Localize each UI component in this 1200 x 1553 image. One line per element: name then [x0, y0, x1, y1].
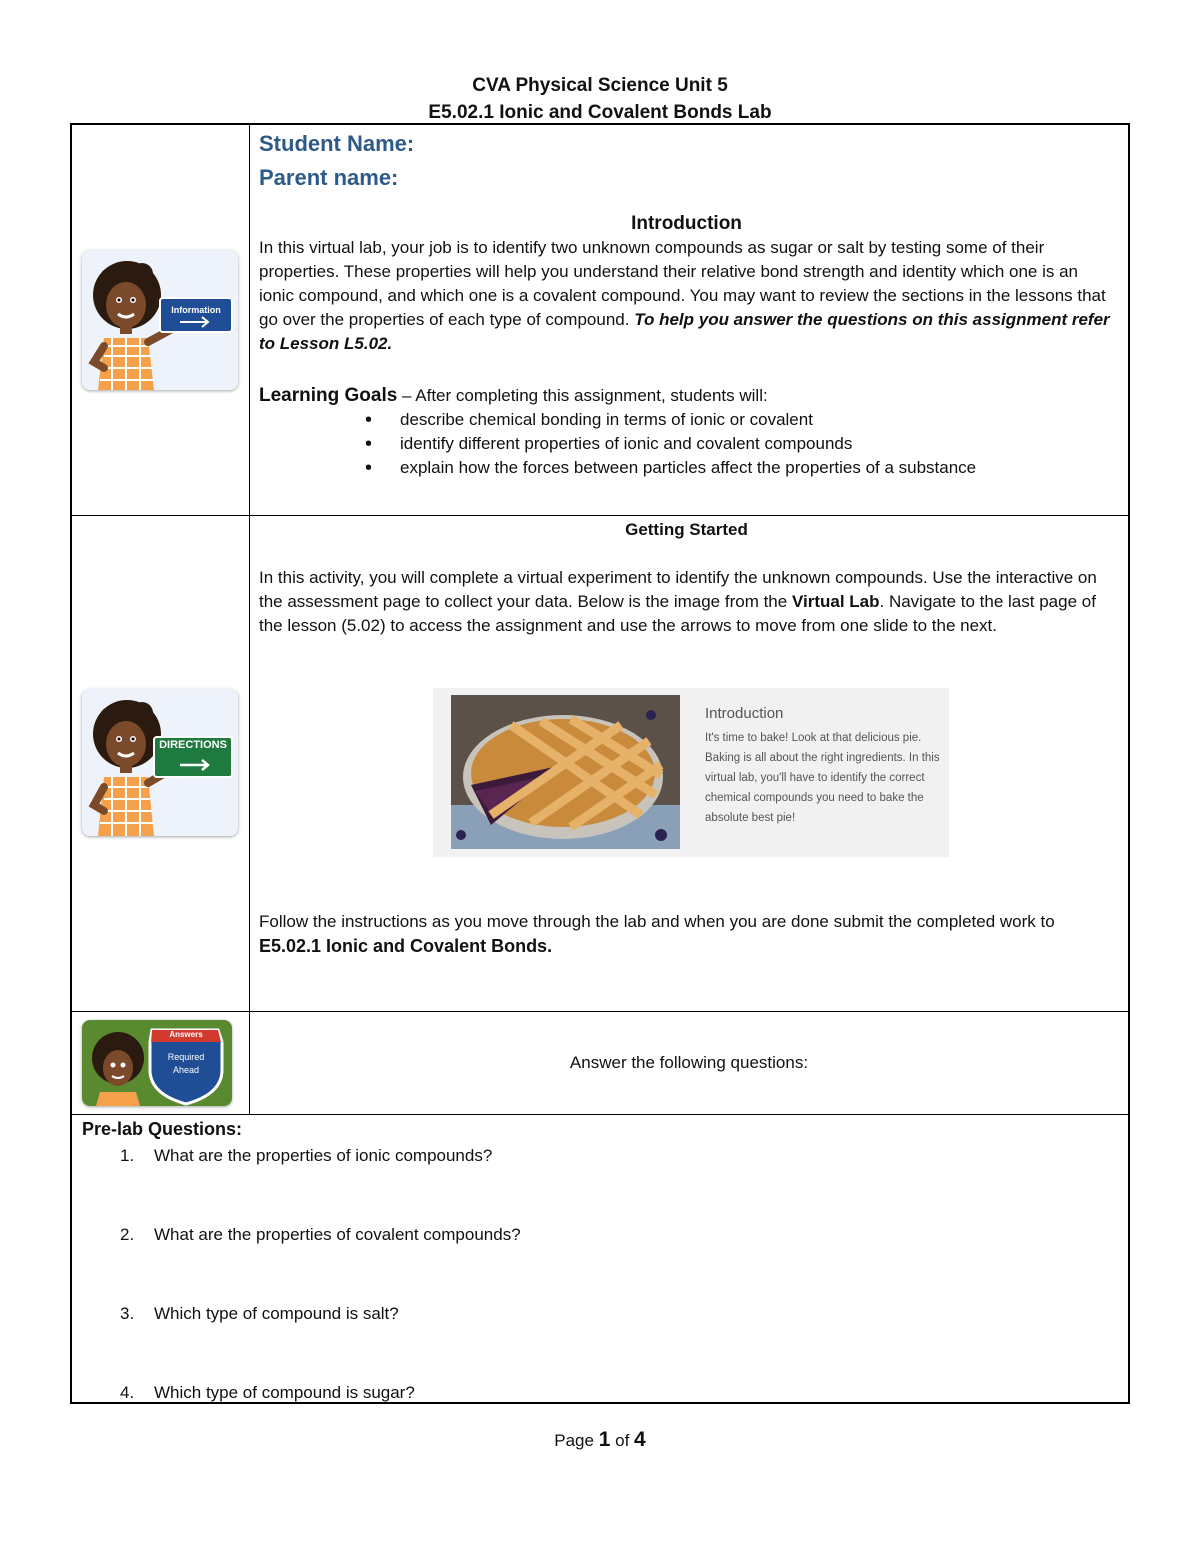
document-title: CVA Physical Science Unit 5 — [472, 75, 728, 96]
answers-sign-top: Answers — [169, 1030, 203, 1039]
answers-sign-line1: Required — [167, 1052, 205, 1062]
question-text: What are the properties of ionic compounds? — [154, 1146, 493, 1165]
follow-instructions-text: Follow the instructions as you move through the lab and when you are done submit the completed work to E5.02.1 Ionic and Covalent Bonds. — [259, 912, 1055, 956]
answers-required-icon — [82, 1020, 232, 1106]
directions-avatar-icon — [82, 689, 238, 836]
introduction-paragraph: In this virtual lab, your job is to identify two unknown compounds as sugar or salt by testing some of their properties. These properties will help you understand their relative bond strength and identity which one is an ionic compound, and which one is a covalent compound. You may want to review the sections in the lessons that go over the properties of each type of compound. To help you answer the questions on this assignment refer to Lesson L5.02. — [259, 238, 1110, 353]
information-avatar-icon — [82, 250, 238, 390]
directions-icon-cell — [72, 516, 250, 1011]
question-item: 2. What are the properties of covalent compounds? — [120, 1225, 521, 1244]
answers-sign-line2: Ahead — [172, 1065, 200, 1075]
virtual-lab-preview-image — [433, 688, 949, 857]
page-footer — [0, 1428, 1200, 1452]
current-page-number: 1 — [598, 1428, 611, 1451]
preview-text: It's time to bake! Look at that delicious pie. Baking is all about the right ingredients. In this virtual lab, you'll have to identify the correct chemical compounds you need to bake the absolute best pie! — [705, 732, 940, 824]
goal-item: • describe chemical bonding in terms of ionic or covalent — [259, 408, 1114, 432]
prelab-questions — [82, 1117, 1118, 1402]
assignment-name: E5.02.1 Ionic and Covalent Bonds. — [259, 936, 553, 956]
question-text: Which type of compound is salt? — [154, 1304, 399, 1323]
preview-title: Introduction — [705, 705, 784, 722]
of-word: of — [615, 1431, 630, 1450]
answers-icon-cell — [72, 1012, 250, 1114]
total-page-number: 4 — [634, 1428, 646, 1451]
information-sign-label: Information — [171, 305, 221, 315]
answer-instruction: Answer the following questions: — [569, 1053, 809, 1072]
question-text: What are the properties of covalent compounds? — [154, 1225, 521, 1244]
document-subtitle: E5.02.1 Ionic and Covalent Bonds Lab — [428, 102, 772, 123]
question-item: 4. Which type of compound is sugar? — [120, 1383, 415, 1402]
directions-sign-label: DIRECTIONS — [159, 739, 227, 751]
lab-table — [70, 123, 1130, 1404]
pie-photo — [451, 695, 680, 849]
question-item: 1. What are the properties of ionic compounds? — [120, 1146, 493, 1165]
lesson-reference: To help you answer the questions on this assignment refer to Lesson L5.02. — [259, 310, 1110, 353]
learning-goals-intro: Learning Goals – After completing this assignment, students will: — [259, 385, 768, 406]
question-item: 3. Which type of compound is salt? — [120, 1304, 399, 1323]
goal-item: • explain how the forces between particles affect the properties of a substance — [259, 456, 1114, 480]
learning-goals-list — [259, 408, 1114, 480]
intro-row — [72, 125, 1128, 516]
prelab-row — [72, 1115, 1128, 1402]
document-header — [0, 72, 1200, 126]
getting-started-content — [250, 516, 1128, 1011]
answer-instruction-cell — [250, 1012, 1128, 1114]
learning-goals-label: Learning Goals — [259, 385, 398, 406]
page-word: Page — [554, 1431, 594, 1450]
student-name-label: Student Name: — [259, 131, 415, 156]
answer-row — [72, 1012, 1128, 1115]
getting-started-heading: Getting Started — [625, 520, 748, 539]
intro-content — [250, 125, 1128, 515]
parent-name-label: Parent name: — [259, 165, 399, 190]
intro-icon-cell — [72, 125, 250, 515]
question-text: Which type of compound is sugar? — [154, 1383, 415, 1402]
getting-started-row — [72, 516, 1128, 1012]
goal-item: • identify different properties of ionic and covalent compounds — [259, 432, 1114, 456]
getting-started-paragraph: In this activity, you will complete a virtual experiment to identify the unknown compounds. Use the interactive on the assessment page to collect your data. Below is the image from the Virtual Lab. Navigate to the last page of the lesson (5.02) to access the assignment and use the arrows to move from one slide to the next. — [259, 568, 1097, 635]
introduction-heading: Introduction — [631, 213, 742, 234]
prelab-heading: Pre-lab Questions: — [82, 1119, 243, 1139]
virtual-lab-link-text: Virtual Lab — [791, 592, 880, 611]
